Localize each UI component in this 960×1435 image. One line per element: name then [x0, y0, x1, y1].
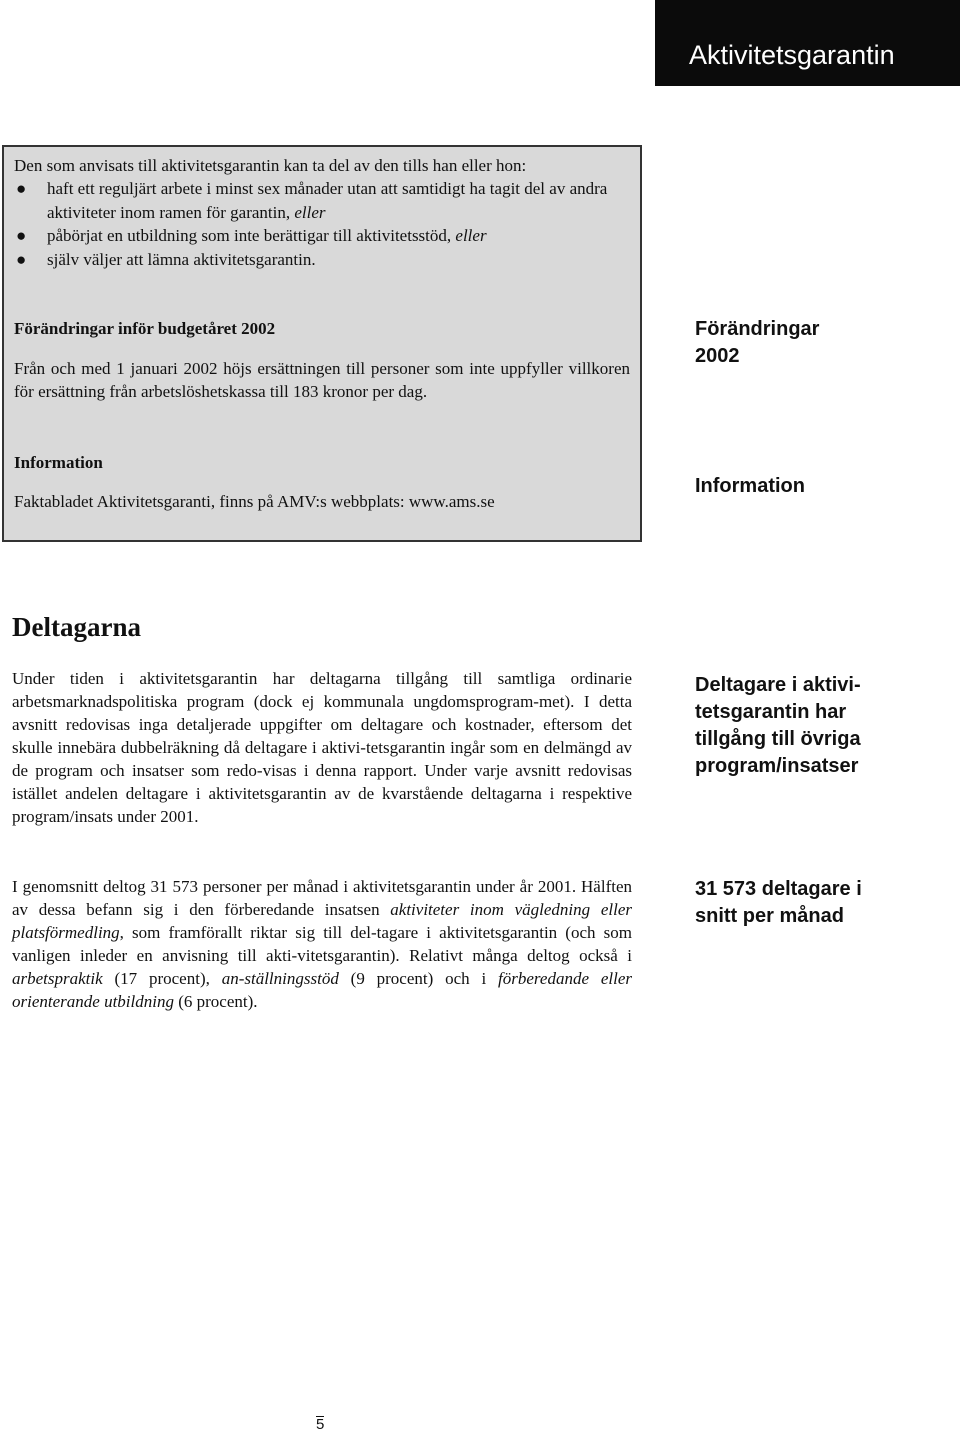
- margin-note-changes: Förändringar 2002: [695, 318, 820, 367]
- paragraph: I genomsnitt deltog 31 573 personer per månad i aktivitetsgarantin under år 2001. Hälften av dessa befann sig i den förberedande insatsen aktiviteter inom vägledning eller platsförmedling, som framförallt riktar sig till del-tagare i aktivitetsgarantin (och som vanligen inleder en anvisning till akti-vitetsgarantin). Relativt många deltog också i arbetspraktik (17 procent), an-ställningsstöd (9 procent) och i förberedande eller orienterande utbildning (6 procent).: [12, 877, 632, 1011]
- section-heading: Deltagarna: [12, 612, 141, 642]
- bullet-icon: ●: [16, 249, 27, 269]
- box-intro: Den som anvisats till aktivitetsgarantin kan ta del av den tills han eller hon:: [14, 156, 527, 175]
- section-tab: [655, 0, 960, 86]
- page-number: 5: [316, 1416, 325, 1433]
- margin-note-information: Information: [695, 475, 805, 497]
- list-item: ● själv väljer att lämna aktivitetsgarantin.: [14, 248, 630, 272]
- bullet-icon: ●: [16, 179, 27, 198]
- info-heading: Information: [14, 453, 103, 472]
- bullet-icon: ●: [16, 226, 27, 245]
- info-text: Faktabladet Aktivitetsgaranti, finns på AMV:s webbplats: www.ams.se: [14, 492, 495, 511]
- info-box: [2, 145, 642, 542]
- margin-note-average: 31 573 deltagare i snitt per månad: [695, 878, 862, 927]
- changes-text: Från och med 1 januari 2002 höjs ersättningen till personer som inte uppfyller villkoren för ersättning från arbetslöshetskassa till 183 kronor per dag.: [14, 359, 630, 401]
- section-tab-title: Aktivitetsgarantin: [689, 40, 895, 70]
- list-item: ● haft ett reguljärt arbete i minst sex månader utan att samtidigt ha tagit del av andra aktiviteter inom ramen för garantin, eller: [16, 179, 608, 222]
- list-item: ● påbörjat en utbildning som inte berättigar till aktivitetsstöd, eller: [14, 224, 630, 248]
- paragraph: Under tiden i aktivitetsgarantin har deltagarna tillgång till samtliga ordinarie arbetsmarknadspolitiska program (dock ej kommunala ungdomsprogram-met). I detta avsnitt redovisas inga detaljerade uppgifter om deltagare och kostnader, eftersom det skulle innebära dubbelräkning då deltagare i aktivi-tetsgarantin ingår som en delmängd av de program och insatser som redo-visas i denna rapport. Under varje avsnitt redovisas istället andelen deltagare i aktivitetsgarantin av de kvarstående deltagarna i respektive program/insats under 2001.: [12, 669, 632, 826]
- changes-heading: Förändringar inför budgetåret 2002: [14, 319, 276, 338]
- condition-list: [14, 177, 630, 271]
- margin-note-participants: Deltagare i aktivi- tetsgarantin har tillgång till övriga program/insatser: [695, 674, 861, 777]
